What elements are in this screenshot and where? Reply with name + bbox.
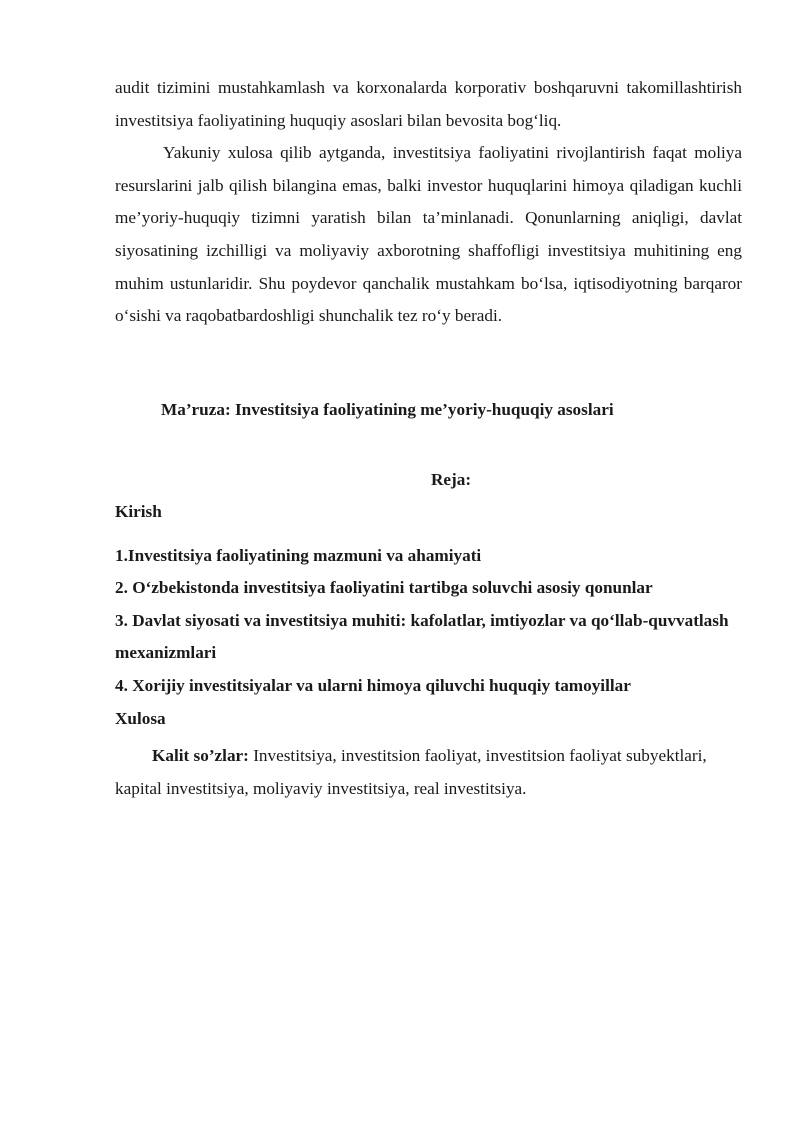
keywords-paragraph: [115, 740, 742, 805]
paragraph-conclusion: Yakuniy xulosa qilib aytganda, investitsiya faoliyatini rivojlantirish faqat moliya resurslarini jalb qilish bilangina emas, balki investor huquqlarini himoya qiladigan kuchli me’yoriy-huquqiy tizimni yaratish bilan ta’minlanadi. Qonunlarning aniqligi, davlat siyosatining izchilligi va moliyaviy axborotning shaffofligi investitsiya muhitining eng muhim ustunlaridir. Shu poydevor qanchalik mustahkam bo‘lsa, iqtisodiyotning barqaror o‘sishi va raqobatbardoshligi shunchalik tez ro‘y beradi.: [115, 143, 742, 326]
keywords-text: Investitsiya, investitsion faoliyat, investitsion faoliyat subyektlari, kapital investitsiya, moliyaviy investitsiya, real investitsiya.: [115, 746, 707, 798]
lecture-title: Ma’ruza: Investitsiya faoliyatining me’yoriy-huquqiy asoslari: [161, 400, 614, 419]
plan-item-conclusion: Xulosa: [115, 708, 166, 728]
plan-item-4: 4. Xorijiy investitsiyalar va ularni himoya qiluvchi huquqiy tamoyillar: [115, 675, 631, 695]
plan-title: Reja:: [431, 470, 472, 489]
paragraph-continuation: audit tizimini mustahkamlash va korxonalarda korporativ boshqaruvni takomillashtirish investitsiya faoliyatining huquqiy asoslari bilan bevosita bog‘liq.: [115, 78, 742, 130]
plan-item-intro: Kirish: [115, 502, 162, 521]
plan-list: [115, 496, 742, 735]
plan-item-1: 1.Investitsiya faoliyatining mazmuni va ahamiyati: [115, 545, 482, 565]
plan-item-2: 2. O‘zbekistonda investitsiya faoliyatini tartibga soluvchi asosiy qonunlar: [115, 578, 653, 598]
keywords-label: Kalit so’zlar:: [152, 746, 249, 765]
document-page: [115, 72, 742, 798]
plan-item-3: 3. Davlat siyosati va investitsiya muhiti: kafolatlar, imtiyozlar va qo‘llab-quvvatlash mexanizmlari: [115, 610, 729, 663]
